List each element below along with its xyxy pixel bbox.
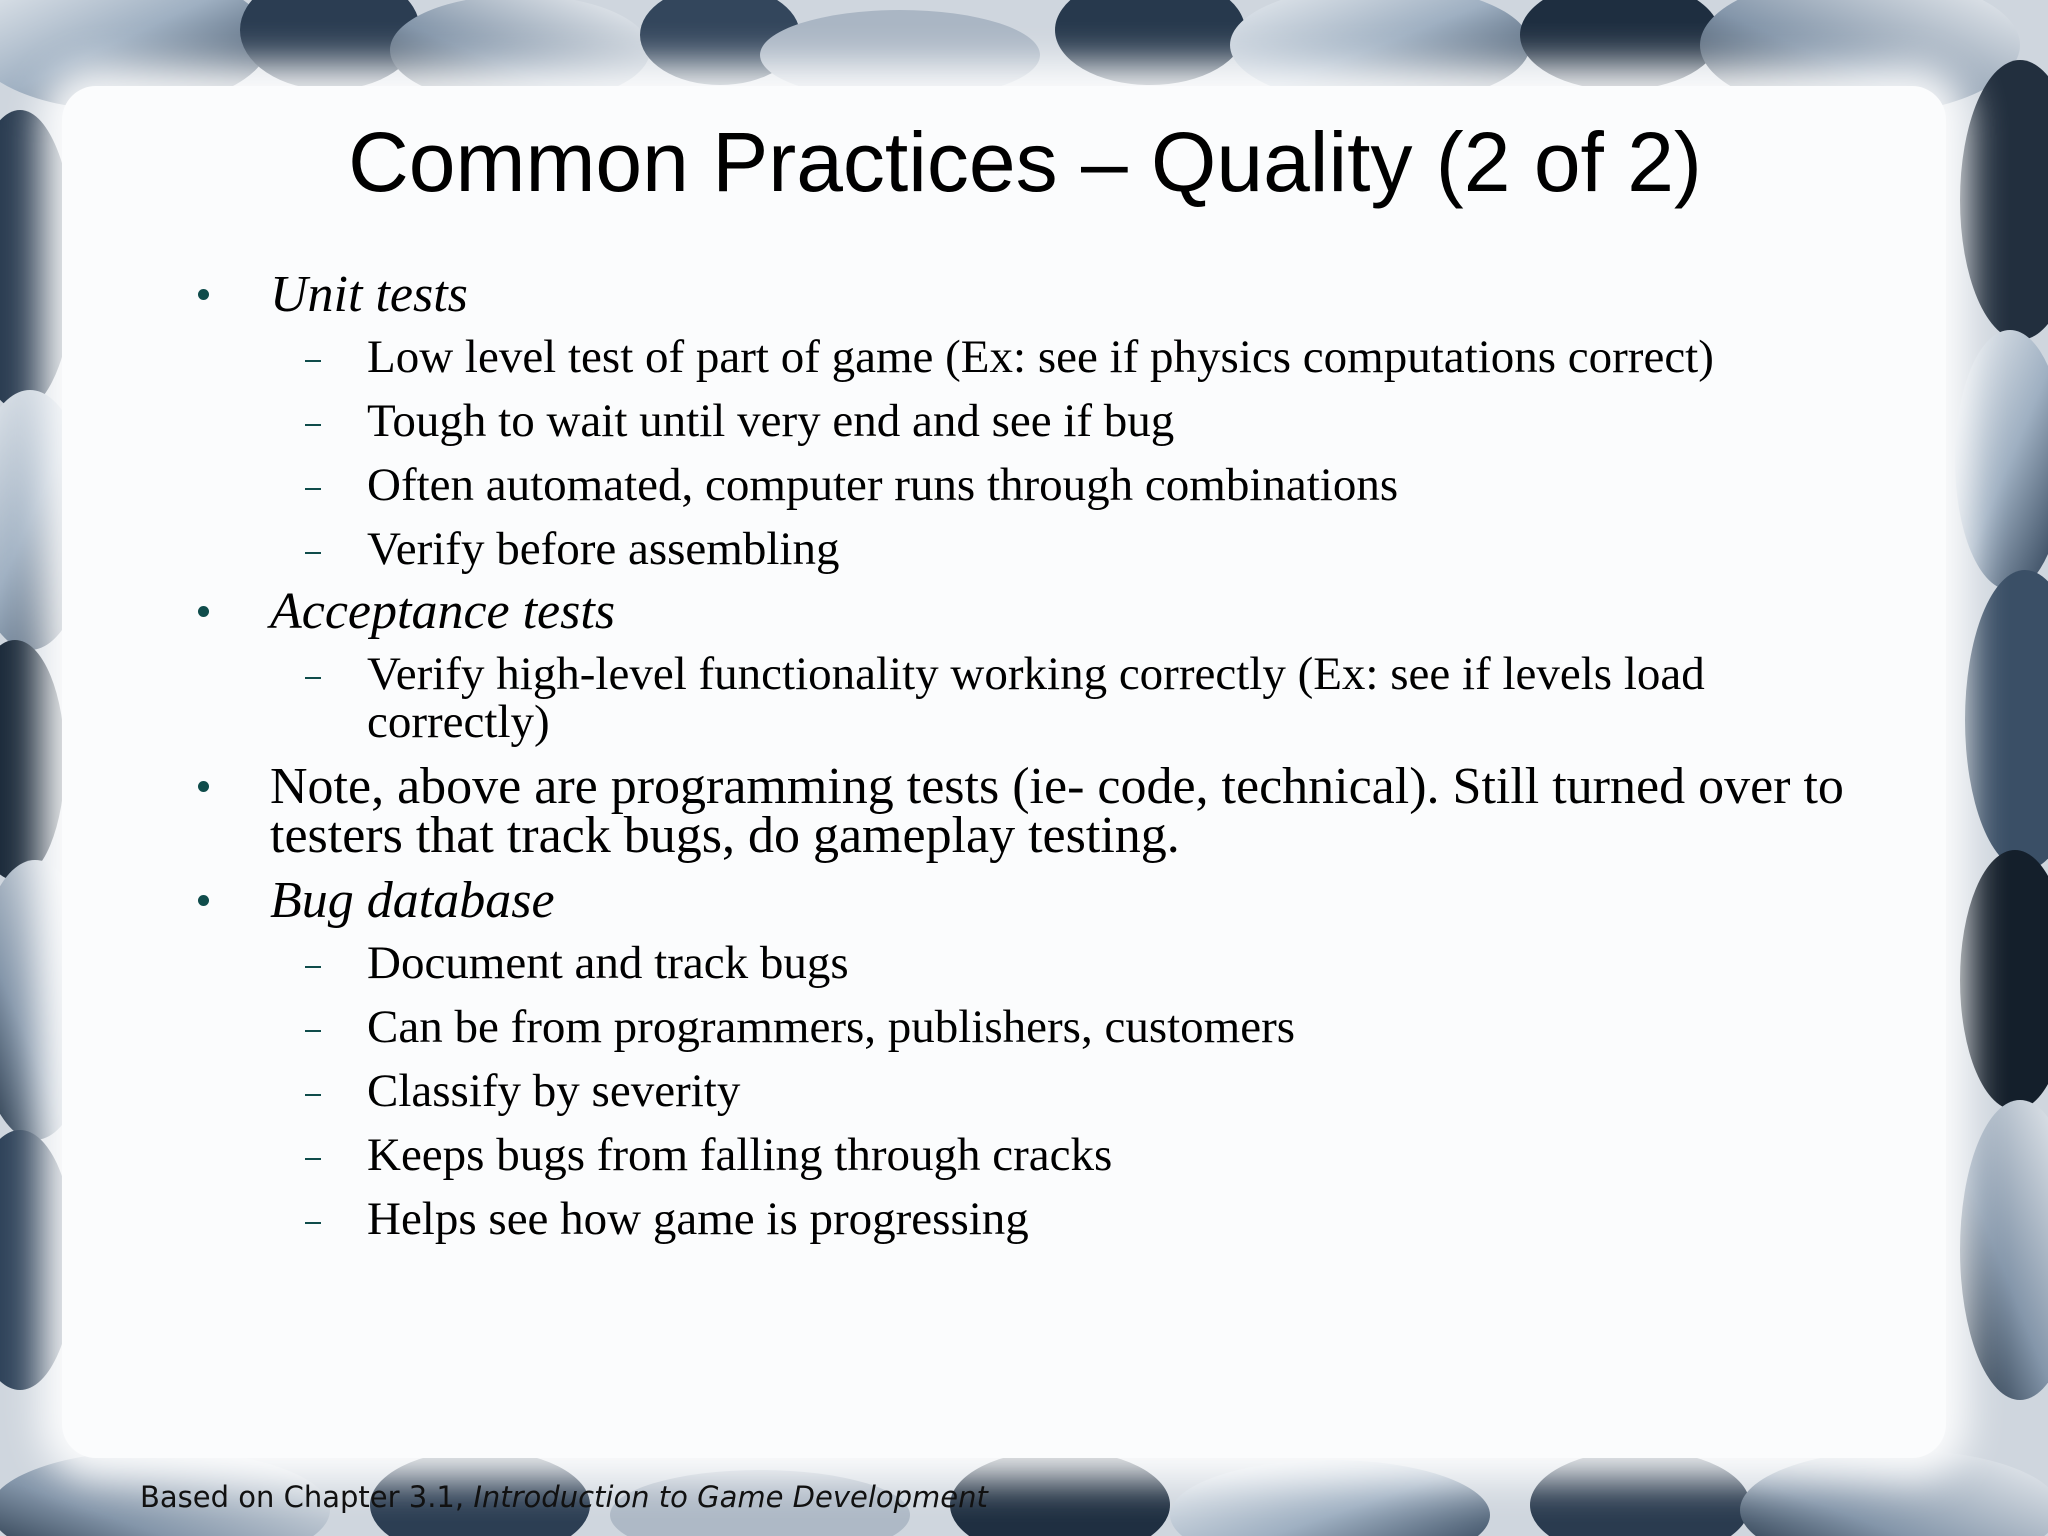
sub-bullet [190, 1067, 1870, 1115]
sub-bullet [190, 1131, 1870, 1179]
bullet-unit-tests [190, 266, 1870, 323]
dash-marker [305, 677, 321, 679]
footer-prefix: Based on Chapter 3.1, [140, 1480, 474, 1514]
dash-marker [305, 488, 321, 490]
dash-marker [305, 966, 321, 968]
dash-marker [305, 1030, 321, 1032]
dash-marker [305, 1222, 321, 1224]
bullet-bug-database [190, 872, 1870, 929]
slide-footer [140, 1480, 988, 1514]
bullet-list [190, 266, 1870, 1245]
sub-bullet [190, 525, 1870, 573]
sub-bullet-text: Classify by severity [367, 1065, 741, 1117]
bullet-dot [198, 289, 209, 300]
dash-marker [305, 1158, 321, 1160]
sub-bullet [190, 650, 1870, 746]
sub-bullet-text: Can be from programmers, publishers, customers [367, 1001, 1296, 1053]
slide-title: Common Practices – Quality (2 of 2) [348, 115, 1702, 209]
bullet-dot [198, 895, 209, 906]
sub-bullet [190, 397, 1870, 445]
bullet-text: Note, above are programming tests (ie- code, technical). Still turned over to testers that track bugs, do gameplay testing. [270, 758, 1844, 864]
bullet-text: Acceptance tests [270, 583, 616, 640]
sub-bullet-text: Keeps bugs from falling through cracks [367, 1129, 1113, 1181]
sub-bullet [190, 1003, 1870, 1051]
sub-bullet-text: Tough to wait until very end and see if bug [367, 395, 1175, 447]
sub-bullet [190, 333, 1870, 381]
bullet-text: Bug database [270, 872, 555, 929]
bullet-note [190, 758, 1870, 864]
footer-book-title: Introduction to Game Development [473, 1480, 988, 1514]
sub-bullet-text: Low level test of part of game (Ex: see if physics computations correct) [367, 331, 1714, 383]
sub-bullet-text: Verify before assembling [367, 523, 840, 575]
dash-marker [305, 360, 321, 362]
sub-bullet [190, 939, 1870, 987]
sub-bullet [190, 461, 1870, 509]
dash-marker [305, 424, 321, 426]
sub-bullet-text: Often automated, computer runs through combinations [367, 459, 1399, 511]
dash-marker [305, 1094, 321, 1096]
sub-bullet [190, 1195, 1870, 1243]
sub-bullet-text: Verify high-level functionality working correctly (Ex: see if levels load correctly) [367, 648, 1705, 748]
bullet-dot [198, 781, 209, 792]
bullet-dot [198, 606, 209, 617]
sub-bullet-text: Helps see how game is progressing [367, 1193, 1029, 1245]
bullet-text: Unit tests [270, 266, 468, 323]
bullet-acceptance-tests [190, 583, 1870, 640]
sub-bullet-text: Document and track bugs [367, 937, 849, 989]
dash-marker [305, 552, 321, 554]
